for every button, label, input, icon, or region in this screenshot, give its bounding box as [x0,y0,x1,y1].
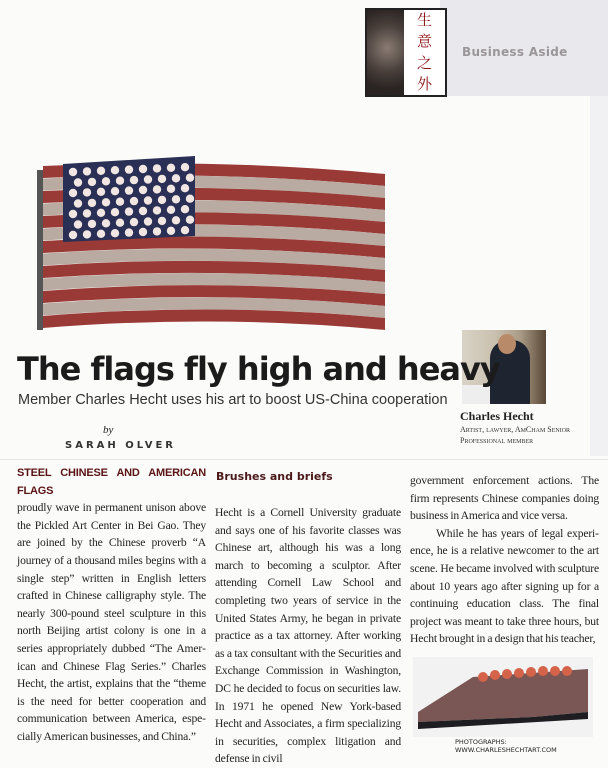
byline-author: SARAH OLVER [65,440,176,451]
flag-star [158,196,166,204]
flag-star [144,196,152,204]
flag-star [102,177,110,185]
flag-star [181,184,189,192]
flag-star [158,217,166,225]
portrait-role: Artist, lawyer, AmCham Senior Professional member [460,425,571,445]
flag-star [172,174,180,182]
flag-star [69,168,77,176]
flag-star [69,189,77,197]
flag-star [125,228,133,236]
flag-star [111,187,119,195]
flag-star [172,195,180,203]
flag-star [167,185,175,193]
flag-sculpture-side-photo [413,657,593,737]
flag-star [111,229,119,237]
body-text: While he has years of legal experience, he is a relative newcomer to the art scene. He became involved with sculpture about 10 years ago after signing up for a continuing education class. The final project was meant to take three hours, but Hecht brought in a design that his teacher, [410,526,599,646]
flag-star [186,216,194,224]
portrait-name: Charles Hecht [460,409,534,423]
flag-star [116,177,124,185]
flag-star [69,210,77,218]
divider [0,459,608,460]
flag-star [116,219,124,227]
lead-in: STEEL CHINESE AND AMERICAN FLAGS [17,467,206,497]
flag-star [139,165,147,173]
flag-star [153,164,161,172]
flag-star [153,206,161,214]
flag-star [74,220,82,228]
flag-star [130,218,138,226]
flag-star [130,197,138,205]
subheading: Brushes and briefs [216,470,333,483]
flag-star [97,230,105,238]
flag-star [167,206,175,214]
flag-star [186,174,194,182]
flag-pole [37,170,43,330]
margin-band [590,96,608,456]
body-text: Hecht is a Cornell University graduate and says one of his favorite classes was Chinese art, although his was a long march to becoming a sculptor. After attending Cornell Law School and completing two years of service in the United States Army, he began in private practice as a tax attorney. After working as a tax consultant with the Securities and Exchange Commission in Washington, DC he decided to focus on securities law. In 1971 he opened New York-based Hecht and Associates, a firm specializing in securities, complex litigation and defense in civil [215,506,401,766]
steel-flag-image [35,150,395,340]
column-3 [410,472,599,648]
flag-star [153,185,161,193]
flag-star [83,167,91,175]
flag-star [153,227,161,235]
flag-star [97,167,105,175]
flag-star [74,178,82,186]
flag-star [83,188,91,196]
logo-char: 之 [416,53,432,72]
flag-star [102,198,110,206]
flag-star [88,178,96,186]
sculpture-face-image [367,10,404,95]
flag-star [97,188,105,196]
flag-star [158,175,166,183]
column-logo [365,8,447,97]
flag-star [111,208,119,216]
logo-char: 外 [416,74,432,93]
flag-star [181,205,189,213]
flag-star [139,207,147,215]
flag-star [125,186,133,194]
article-subtitle: Member Charles Hecht uses his art to boost US-China cooperation [18,392,448,408]
flag-star [74,199,82,207]
flag-star [111,166,119,174]
flag-star [125,165,133,173]
flag-star [186,195,194,203]
body-text: government enforcement actions. The firm represents Chinese companies doing business in America and vice versa. [410,474,599,523]
flag-star [88,220,96,228]
flag-star [139,228,147,236]
flag-star [83,230,91,238]
flag-star [172,216,180,224]
flag-star [144,217,152,225]
flag-star [181,226,189,234]
flag-star [181,163,189,171]
photo-credit: PHOTOGRAPHS: WWW.CHARLESHECHTART.COM [455,738,557,754]
flag-star [83,209,91,217]
flag-star [69,231,77,239]
flag-star [116,198,124,206]
logo-char: 生 [416,11,432,30]
flag-star [144,175,152,183]
byline-by: by [103,424,114,436]
section-label: Business Aside [462,45,568,59]
flag-star [88,199,96,207]
flag-star [97,209,105,217]
flag-star [167,227,175,235]
column-1 [17,464,206,746]
article-title: The flags fly high and heavy [17,350,500,388]
flag-star [167,164,175,172]
logo-char: 意 [416,32,432,51]
flag-star [139,186,147,194]
body-text: proudly wave in permanent unison above the Pickled Art Center in Bei Gao. They are joined by the Chinese proverb “A journey of a thousand miles begins with a single step” written in English letters crafted in Chinese calligraphy style. The nearly 300-pound steel sculpture in this north Beijing artist colony is one in a series appropriately dubbed “The American and Chinese Flag Series.” Charles Hecht, the artist, explains that the “theme is the need for better cooperation and communication between America, especially American businesses, and China.” [17,501,206,743]
flag-star [125,207,133,215]
column-2 [215,504,401,768]
flag-star [130,176,138,184]
flag-star [102,219,110,227]
